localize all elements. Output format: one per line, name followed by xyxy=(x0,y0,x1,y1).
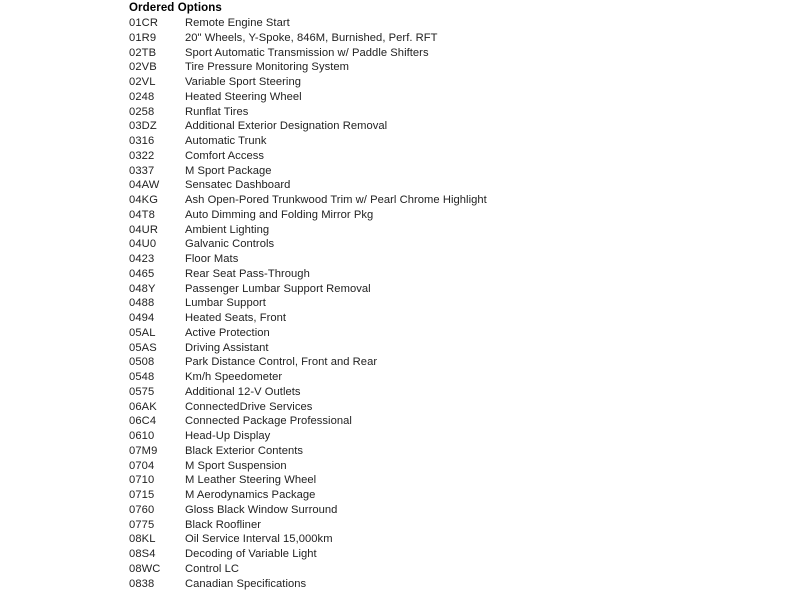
option-code: 06AK xyxy=(129,400,157,413)
option-description: Heated Steering Wheel xyxy=(185,90,302,103)
option-description: Connected Package Professional xyxy=(185,415,352,428)
option-row xyxy=(129,370,769,385)
option-code: 04KG xyxy=(129,194,159,206)
option-description: Sensatec Dashboard xyxy=(185,179,291,192)
option-row xyxy=(129,119,769,134)
option-code: 0610 xyxy=(129,430,155,442)
option-description: Ash Open-Pored Trunkwood Trim w/ Pearl Chrome Highlight xyxy=(185,194,487,206)
option-description: Head-Up Display xyxy=(185,430,271,442)
option-row xyxy=(129,164,769,179)
option-code: 0494 xyxy=(129,312,155,324)
option-row xyxy=(129,149,769,164)
option-row xyxy=(129,547,769,562)
option-description: Heated Seats, Front xyxy=(185,312,287,324)
option-description: Variable Sport Steering xyxy=(185,76,301,88)
option-row xyxy=(129,105,769,120)
option-description: Decoding of Variable Light xyxy=(185,548,317,560)
option-code: 0248 xyxy=(129,90,155,103)
option-description: Black Roofliner xyxy=(185,518,261,531)
option-code: 0258 xyxy=(129,105,155,118)
option-code: 05AS xyxy=(129,341,157,354)
option-row xyxy=(129,90,769,105)
option-description: Floor Mats xyxy=(185,253,239,265)
option-row xyxy=(129,341,769,356)
option-description: Lumbar Support xyxy=(185,297,266,310)
option-description: Oil Service Interval 15,000km xyxy=(185,533,333,546)
option-code: 0710 xyxy=(129,474,155,487)
option-description: Control LC xyxy=(185,562,239,575)
option-row xyxy=(129,503,769,518)
option-row xyxy=(129,518,769,533)
option-code: 04T8 xyxy=(129,208,155,221)
ordered-options-list xyxy=(129,16,769,591)
option-description: Driving Assistant xyxy=(185,341,269,354)
option-description: Passenger Lumbar Support Removal xyxy=(185,282,371,295)
option-description: Km/h Speedometer xyxy=(185,371,283,383)
option-code: 08WC xyxy=(129,562,161,575)
option-row xyxy=(129,562,769,577)
option-code: 01R9 xyxy=(129,31,157,44)
option-code: 0322 xyxy=(129,149,155,162)
option-code: 0423 xyxy=(129,253,155,265)
option-row xyxy=(129,473,769,488)
option-code: 0548 xyxy=(129,371,155,383)
option-code: 04AW xyxy=(129,179,160,192)
option-row xyxy=(129,46,769,61)
option-description: M Sport Package xyxy=(185,164,272,177)
option-description: Active Protection xyxy=(185,326,270,339)
option-row xyxy=(129,385,769,400)
option-row xyxy=(129,296,769,311)
option-row xyxy=(129,429,769,444)
option-row xyxy=(129,444,769,459)
option-code: 0775 xyxy=(129,518,155,531)
option-code: 01CR xyxy=(129,17,159,29)
option-row xyxy=(129,577,769,592)
option-row xyxy=(129,193,769,208)
option-description: M Leather Steering Wheel xyxy=(185,474,317,487)
option-description: M Sport Suspension xyxy=(185,459,287,472)
option-code: 02VL xyxy=(129,76,156,88)
option-code: 03DZ xyxy=(129,120,157,133)
option-description: Galvanic Controls xyxy=(185,238,275,251)
option-code: 06C4 xyxy=(129,415,157,428)
option-code: 0488 xyxy=(129,297,155,310)
option-row xyxy=(129,237,769,252)
option-description: Black Exterior Contents xyxy=(185,444,304,457)
option-row xyxy=(129,134,769,149)
option-code: 048Y xyxy=(129,282,156,295)
option-code: 0575 xyxy=(129,385,155,398)
option-description: Canadian Specifications xyxy=(185,577,307,590)
option-row xyxy=(129,178,769,193)
option-code: 0316 xyxy=(129,135,155,147)
option-code: 0337 xyxy=(129,164,155,177)
option-description: Additional 12-V Outlets xyxy=(185,385,301,398)
option-code: 0508 xyxy=(129,356,155,369)
option-row xyxy=(129,459,769,474)
option-description: Automatic Trunk xyxy=(185,135,267,147)
option-code: 07M9 xyxy=(129,444,158,457)
option-code: 0704 xyxy=(129,459,155,472)
option-description: Additional Exterior Designation Removal xyxy=(185,120,388,133)
option-code: 0838 xyxy=(129,577,155,590)
option-description: Park Distance Control, Front and Rear xyxy=(185,356,378,369)
option-row xyxy=(129,16,769,31)
option-row xyxy=(129,311,769,326)
option-row xyxy=(129,223,769,238)
option-description: Remote Engine Start xyxy=(185,17,290,29)
option-description: Gloss Black Window Surround xyxy=(185,503,338,516)
option-row xyxy=(129,267,769,282)
option-row xyxy=(129,414,769,429)
option-code: 0715 xyxy=(129,489,155,501)
option-code: 08KL xyxy=(129,533,156,546)
option-description: Ambient Lighting xyxy=(185,223,270,236)
page-title: Ordered Options xyxy=(129,2,222,14)
option-code: 04UR xyxy=(129,223,159,236)
option-description: Sport Automatic Transmission w/ Paddle Shifters xyxy=(185,46,429,59)
option-row xyxy=(129,31,769,46)
option-description: Rear Seat Pass-Through xyxy=(185,267,310,280)
option-row xyxy=(129,75,769,90)
option-description: Runflat Tires xyxy=(185,105,249,118)
option-description: Comfort Access xyxy=(185,149,265,162)
option-code: 08S4 xyxy=(129,548,156,560)
option-code: 05AL xyxy=(129,326,156,339)
option-description: ConnectedDrive Services xyxy=(185,400,313,413)
option-code: 02VB xyxy=(129,61,157,74)
option-row xyxy=(129,355,769,370)
option-code: 0465 xyxy=(129,267,155,280)
option-description: 20" Wheels, Y-Spoke, 846M, Burnished, Perf. RFT xyxy=(185,31,438,44)
option-row xyxy=(129,532,769,547)
option-code: 04U0 xyxy=(129,238,157,251)
option-description: M Aerodynamics Package xyxy=(185,489,316,501)
option-row xyxy=(129,400,769,415)
option-row xyxy=(129,60,769,75)
option-row xyxy=(129,488,769,503)
option-row xyxy=(129,208,769,223)
option-row xyxy=(129,326,769,341)
option-row xyxy=(129,282,769,297)
option-code: 0760 xyxy=(129,503,155,516)
option-row xyxy=(129,252,769,267)
option-description: Tire Pressure Monitoring System xyxy=(185,61,350,74)
option-description: Auto Dimming and Folding Mirror Pkg xyxy=(185,208,374,221)
option-code: 02TB xyxy=(129,46,157,59)
